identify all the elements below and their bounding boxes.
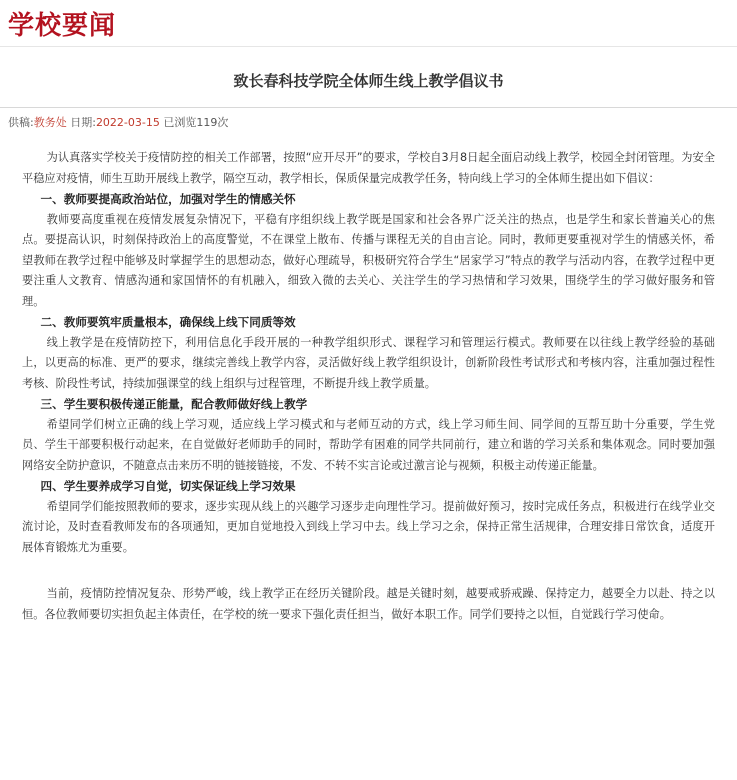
page-header: [0, 0, 737, 47]
section-heading-3: 三、学生要积极传递正能量，配合教师做好线上教学: [40, 397, 308, 411]
title-divider: [0, 107, 737, 108]
section-heading-2: 二、教师要筑牢质量根本，确保线上线下同质等效: [40, 315, 296, 329]
intro-paragraph: 为认真落实学校关于疫情防控的相关工作部署，按照“应开尽开”的要求，学校自3月8日起全面启动线上教学，校园全封闭管理。为安全平稳应对疫情，师生互助开展线上教学，隔空互动，教学相长，保质保量完成教学任务，特向线上学习的全体师生提出如下倡议：: [22, 151, 715, 185]
article-body: [22, 148, 715, 625]
view-count: 已浏览119次: [163, 116, 229, 129]
source-link[interactable]: 教务处: [33, 116, 67, 129]
section-paragraph-4: 希望同学们能按照教师的要求，逐步实现从线上的兴趣学习逐步走向理性学习。提前做好预习，按时完成任务点，积极进行在线学业交流讨论，及时查看教师发布的各项通知，更加自觉地投入到线上学习中去。线上学习之余，保持正常生活规律，合理安排日常饮食，适度开展体育锻炼尤为重要。: [22, 499, 715, 554]
section-heading-4: 四、学生要养成学习自觉，切实保证线上学习效果: [40, 479, 296, 493]
section-paragraph-3: 希望同学们树立正确的线上学习观，适应线上学习模式和与老师互动的方式，线上学习师生间、同学间的互帮互助十分重要，学生党员、学生干部要积极行动起来，在自觉做好老师助手的同时，帮助学有困难的同学共同前行，建立和谐的学习关系和集体观念。同时要加强网络安全防护意识，不随意点击来历不明的链接链接，不发、不转不实言论或过激言论与视频，积极主动传递正能量。: [22, 417, 715, 472]
section-paragraph-1: 教师要高度重视在疫情发展复杂情况下，平稳有序组织线上教学既是国家和社会各界广泛关注的热点，也是学生和家长普遍关心的焦点。要提高认识，时刻保持政治上的高度警觉，不在课堂上散布、传播与课程无关的自由言论。同时，教师更要重视对学生的情感关怀，希望教师在教学过程中能够及时掌握学生的思想动态，做好心理疏导，积极研究符合学生“居家学习”特点的教学与活动内容，在教学过程中更要注重人文教育、情感沟通和家国情怀的有机融入，细致入微的去关心、关注学生的学习热情和学习效果，围绕学生的学习做好服务和管理。: [22, 212, 715, 308]
section-paragraph-2: 线上教学是在疫情防控下，利用信息化手段开展的一种教学组织形式、课程学习和管理运行模式。教师要在以往线上教学经验的基础上，以更高的标准、更严的要求，继续完善线上教学内容，灵活做好线上教学组织设计，创新阶段性考试形式和考核内容，注重加强过程性考核、阶段性考试，持续加强课堂的线上组织与过程管理，不断提升线上教学质量。: [22, 335, 715, 390]
section-title: 学校要闻: [8, 11, 117, 41]
closing-paragraph: 当前，疫情防控情况复杂、形势严峻，线上教学正在经历关键阶段。越是关键时刻，越要戒骄戒躁、保持定力，越要全力以赴、持之以恒。各位教师要切实担负起主体责任，在学校的统一要求下强化责任担当，做好本职工作。同学们要持之以恒，自觉践行学习使命。: [22, 587, 715, 621]
paragraph-spacer: [22, 558, 715, 584]
section-heading-1: 一、教师要提高政治站位，加强对学生的情感关怀: [40, 192, 296, 206]
article-meta: [8, 115, 737, 131]
date-label: 日期:: [70, 116, 96, 129]
publish-date: 2022-03-15: [95, 116, 160, 129]
source-label: 供稿:: [8, 116, 34, 129]
article-title: 致长春科技学院全体师生线上教学倡议书: [233, 72, 504, 90]
